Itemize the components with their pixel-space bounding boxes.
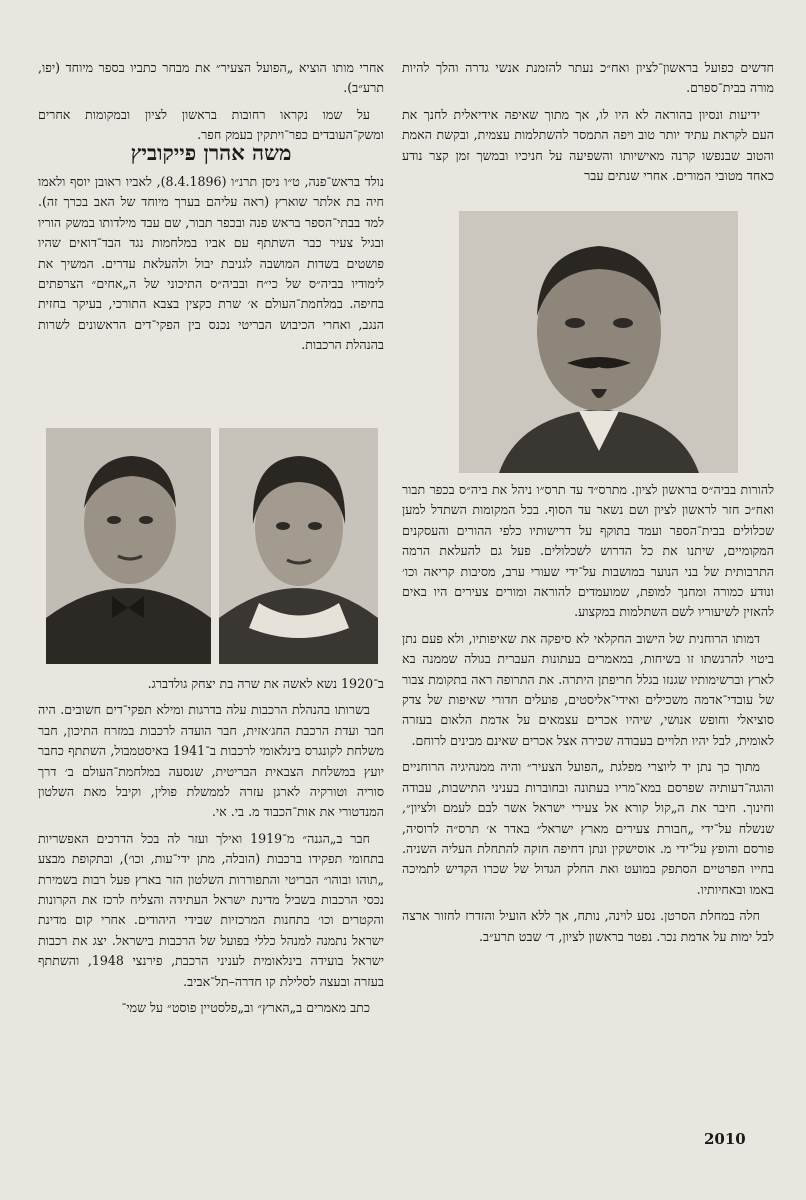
paragraph: על שמו נקראו רחובות בראשון לציון ובמקומות אחרים ומשק־העובדים כפר־ויתקין בעמק חפר. bbox=[38, 106, 384, 143]
paragraph: חלה במחלת הסרטן. נסע לוינה, נותח, אך ללא הועיל והזדרז לחזור ארצה לבל ימות על אדמת נכר. נפטר בראשון לציון, ד׳ שבט תרע״ב. bbox=[402, 908, 774, 944]
portrait-illustration bbox=[46, 428, 211, 664]
paragraph: ידיעות ונסיון בהוראה לא היו לו, אך מתוך שאיפה אידיאלית לחנך את העם לקראת עתיד יותר טוב ויפה התמסר להשתלמות עצמית, ובקשת האמת והטוב שבנפשו קרנה מאישיותו והשפיעה על חניכיו ובמשך זמן קצר נודע כאחד מטובי המורים. אחרי שנתים עבר bbox=[402, 106, 774, 184]
paragraph: ב־1920 נשא לאשה את שרה בת יצחק גולדברג. bbox=[147, 676, 384, 691]
left-column-bottom-text bbox=[38, 674, 384, 1025]
right-column-top-text bbox=[402, 58, 774, 192]
left-column-top-text bbox=[38, 58, 384, 152]
section-title: משה אהרן פייקוביץ bbox=[130, 140, 292, 165]
paragraph: בשרותו בהנהלת הרכבות עלה בדרגות ומילא תפקי־דים חשובים. היה חבר ועדת הרכבת החג׳אזית, חבר הועדה לרכבות במזרח התיכון, חבר משלחת לקונגרס בינלאומי לרכבות ב־1941 באיסטמבול, השתתף כחבר יועץ במשלחת הצבאית הבריטית, שנסעה במלחמת־העולם ב׳ דרך סוריה וטורקיה לארגן עזרה לממשלת פולין, וקיבל מאת השלטון המנדטורי את אות־הכבוד מ. בי. אי. bbox=[38, 702, 385, 820]
portrait-photo-man-bowtie bbox=[46, 428, 211, 664]
portrait-photo-woman bbox=[219, 428, 378, 664]
paragraph: אחרי מותו הוציא „הפועל הצעיר״ את מבחר כתביו בספר מיוחד (יפו, תרע״ב). bbox=[38, 60, 384, 96]
paragraph: חדשים כפועל בראשון־לציון ואח״כ נעתר להזמנת אנשי גדרה והלך להיות מורה בבית־ספרם. bbox=[402, 60, 774, 96]
portrait-illustration bbox=[219, 428, 378, 664]
paragraph: להורות בביה״ס בראשון לציון. מתרס״ד עד תרס״ו ניהל את ביה״ס בכפר תבור ואח״כ חזר לראשון לציון ושם נשאר עד הסוף. בכל המקומות השתדל למען שכלולים בבית־הספר ועמד בתוקף על דרישותיו כלפי ההורים והעסקנים המקומיים, שיתנו את כל הדרוש לשכלולים. פעל גם להעלאת הרמה התרבותית של בני הנוער במושבות על־ידי שעורי ערב, מסיבות קריאה וכו׳ ונודע כמורה ומחנך למופת, שמועמדים להוראה ומורים צעירים היו באים להאזין לשיעוריו לשם השתלמות במקצוע. bbox=[402, 482, 774, 620]
paragraph: דמותו הרוחנית של הישוב החקלאי לא סיפקה את שאיפותיו, ולא פעם נתן ביטוי להרגשתו זו בשיחות, במאמרים בעתונות העברית בגולה שממנה בא לארץ וברשימותיו שגנזו בגלל חריפתן היתרה. את התרופה ראה בתקומת צבור של עובדי־אדמה משכילים ואידי־אליסטים, פועלים חדורי שאיפות של צדק סוציאלי וחופש אנושי, שיהיו אכרים עצמאים על אדמת הלאום בעזרה לאומית, לבל יהיו תלויים בעבודה שכירה אצל אכרים שאינם מבינים לרוחם. bbox=[402, 630, 774, 748]
page-number: 2010 bbox=[704, 1130, 746, 1148]
paragraph: מתוך כך נתן יד ליוצרי מפלגת „הפועל הצעיר״ והיה ממנהיגיה הרוחניים והוגה־דעותיה שפרסם במא־מריו בעתונה ובחוברות בעניני התישבות, עבודה וחינוך. חיבר את ה„קול קורא אל צעירי ישראל אשר לבם לעמם ולציון״, שנשלח על־ידי „חבורת צעירים מארץ ישראל״ באדר א׳ תרס״ה לרוסיה, פורסם והופץ על־ידי מ. אוסישקין ונתן דחיפה חזקה להתחלת העליה השניה. בחייו הפרטיים הסתפק במועט ואת החלק הגדול של שכרו הקדיש לתמיכה באמו ובאחיותיו. bbox=[402, 759, 774, 897]
right-column-bottom-text bbox=[402, 480, 774, 953]
left-column-mid-text bbox=[38, 172, 384, 362]
paragraph: כתב מאמרים ב„הארץ״ וב„פלסטיין פוסט״ על שמי־ bbox=[121, 1000, 370, 1016]
paragraph: חבר ב„הגנה״ מ־1919 ואילך ועזר לה בכל הדרכים האפשריות בתחומי תפקידו ברכבות (הובלה, מתן ידי־עות, וכו׳), ובתקופת מבצע „תוהו ובוהו״ הבריטי והתפוררות השלטון הזר בארץ פעל רבות בשמירת נכסי הרכבות בשביל מדינת ישראל העתידה והצליח לרכז את הקרונות והקטרים וכו׳ בתחנות המרכזיות שבידי היהודים. אחרי קום מדינת ישראל נתמנה למנהל כללי בפועל של הרכבות בישראל. יצג את רכבות ישראל בועידה בינלאומית לעניני הרכבת, פירנצי 1948, והשתתף בעזרה ובעצה לסלילת קו חדרה–תל־אביב. bbox=[38, 830, 384, 989]
portrait-photo-man-mustache bbox=[459, 211, 738, 473]
paragraph: נולד בראש־פנה, ט״ו ניסן תרנ״ו (8.4.1896), לאביו ראובן יוסף ולאמו חיה בת אלתר שוארץ (ראה עליהם בערך מיוחד של האב בכרך זה). למד בבתי־הספר בראש פנה ובכפר תבור, שם עבד מילדותו במשק הוריו ובגיל צעיר כבר השתתף עם אביו במלחמות נגד הבד־דואים שהיו פושטים בשדות המושבה לגניבת יבול ולהעלאת עדרים. המשיך את לימודיו בביה״ס של כי״ח ובביה״ס התיכוני של ה„אחים״ הצרפתים בחיפה. במלחמת־העולם א׳ שרת כקצין בצבא התורכי, בעיקר בחזית הנגב, ואחרי הכיבוש הבריטי נכנס בין הפקי־דים הראשונים לשרות בהנהלת הרכבות. bbox=[38, 174, 384, 353]
portrait-illustration bbox=[459, 211, 738, 473]
